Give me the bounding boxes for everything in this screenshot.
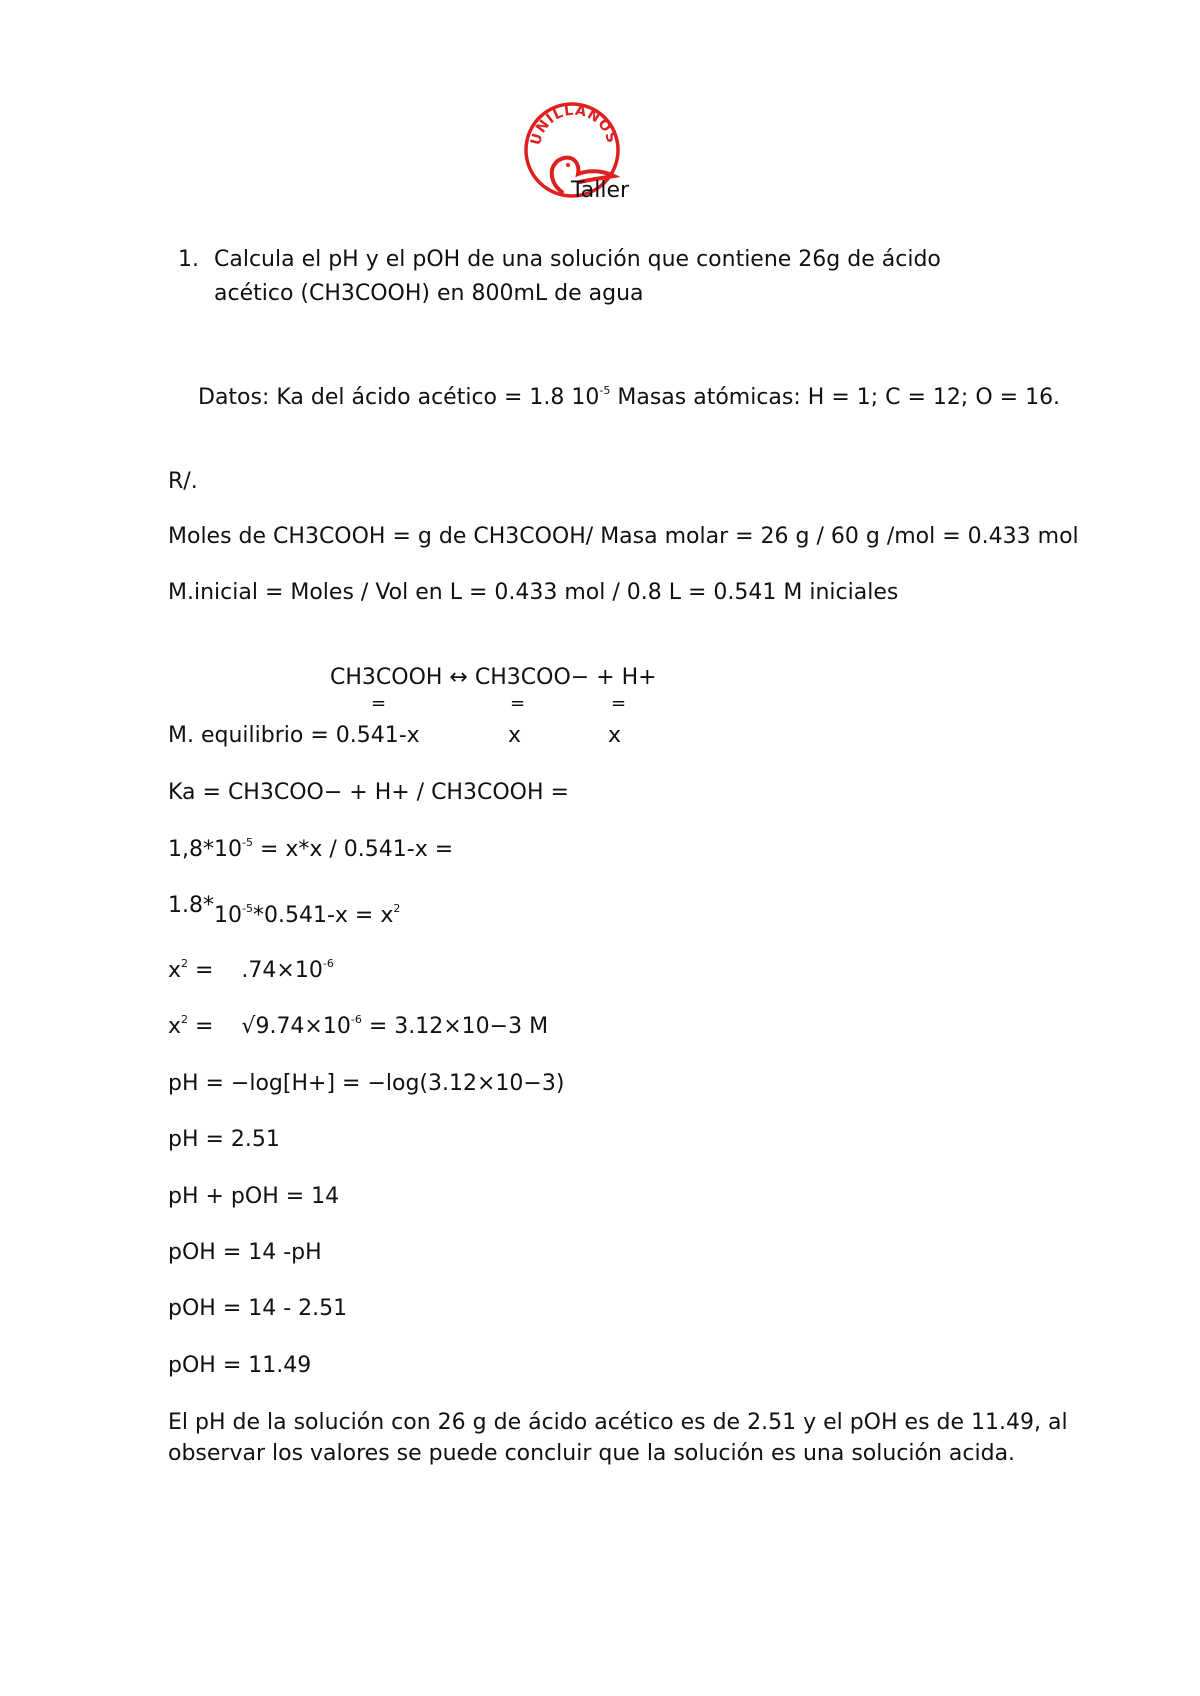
- equilibrium-equation: CH3COOH ↔ CH3COO− + H+: [330, 665, 657, 690]
- question-line-1: Calcula el pH y el pOH de una solución que contiene 26g de ácido: [214, 247, 941, 272]
- poh-value-line: pOH = 11.49: [168, 1353, 312, 1378]
- poh-formula-line: pOH = 14 -pH: [168, 1240, 322, 1265]
- eq-sign-2: =: [510, 693, 526, 714]
- conclusion-line-1: El pH de la solución con 26 g de ácido acético es de 2.51 y el pOH es de 11.49, al: [168, 1410, 1068, 1435]
- ph-value-line: pH = 2.51: [168, 1127, 280, 1152]
- svg-text:UNILLANOS: UNILLANOS: [527, 102, 620, 147]
- question-number: 1.: [178, 247, 199, 272]
- ka-substitution-line: $1,8*10^{-5} = x*x / 0.541-x$ =: [168, 836, 454, 862]
- equilibrium-molarity-line: M. equilibrio = 0.541-x: [168, 723, 420, 748]
- equilibrium-x-2: x: [608, 723, 622, 748]
- ka-rearranged-line: $1.8*10^{-5}*0.541-x = x^2$: [168, 893, 401, 928]
- moles-line: Moles de CH3COOH = g de CH3COOH/ Masa molar = 26 g / 60 g /mol = 0.433 mol: [168, 524, 1079, 549]
- eq-sign-3: =: [611, 693, 627, 714]
- ph-log-line: pH = −log[H+] = −log(3.12×10−3): [168, 1071, 565, 1096]
- document-title: Taller: [570, 178, 630, 203]
- equilibrium-x-1: x: [508, 723, 522, 748]
- eq-sign-1: =: [371, 693, 387, 714]
- question-line-2: acético (CH3COOH) en 800mL de agua: [214, 281, 644, 306]
- x-squared-line: $x^2$ = $.74\times 10^{-6}$: [168, 957, 334, 983]
- x-root-line: $x^2$ = $√9.74\times 10^{-6} = 3.12\times 10-3$ M: [168, 1013, 549, 1039]
- poh-substitution-line: pOH = 14 - 2.51: [168, 1296, 348, 1321]
- datos-line: Datos: Ka del ácido acético = 1.8 $10^{-5}$ Masas atómicas: H = 1; C = 12; O = 16.: [198, 384, 1061, 410]
- ka-expression: Ka = CH3COO− + H+ / CH3COOH =: [168, 780, 569, 805]
- answer-label: R/.: [168, 469, 198, 494]
- conclusion-line-2: observar los valores se puede concluir que la solución es una solución acida.: [168, 1441, 1016, 1466]
- ph-poh-sum-line: pH + pOH = 14: [168, 1184, 340, 1209]
- molarity-initial-line: M.inicial = Moles / Vol en L = 0.433 mol / 0.8 L = 0.541 M iniciales: [168, 580, 899, 605]
